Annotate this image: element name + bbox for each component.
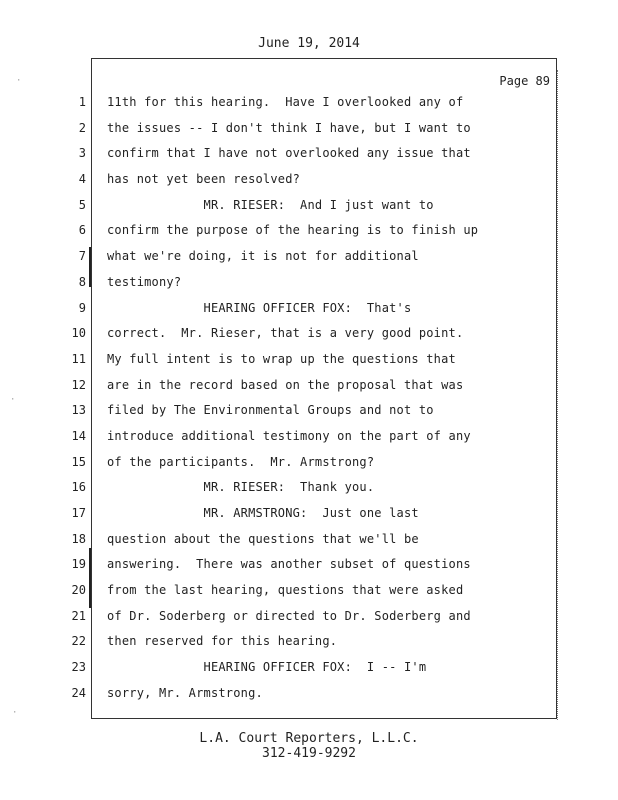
transcript-line: HEARING OFFICER FOX: That's xyxy=(107,300,412,315)
line-number: 9 xyxy=(78,300,86,315)
line-number: 24 xyxy=(71,685,86,700)
transcript-line: has not yet been resolved? xyxy=(107,172,301,187)
line-number: 1 xyxy=(78,95,86,109)
transcript-line: question about the questions that we'll be xyxy=(107,531,419,546)
transcript-line: filed by The Environmental Groups and not to xyxy=(107,403,434,418)
line-number: 6 xyxy=(78,223,86,238)
transcript-line: My full intent is to wrap up the questions that xyxy=(107,351,456,366)
line-number: 18 xyxy=(71,531,86,546)
transcript-line: what we're doing, it is not for additional xyxy=(107,249,419,264)
page-footer xyxy=(0,731,618,761)
transcript-line: the issues -- I don't think I have, but I want to xyxy=(107,120,471,135)
line-number: 4 xyxy=(78,172,86,187)
line-number: 3 xyxy=(78,146,86,161)
transcript-line: then reserved for this hearing. xyxy=(107,634,338,649)
court-reporter-name: L.A. Court Reporters, L.L.C. xyxy=(199,731,419,746)
line-number: 15 xyxy=(71,454,86,469)
transcript-body xyxy=(107,94,547,711)
transcript-line: answering. There was another subset of questions xyxy=(107,557,471,572)
transcript-line: are in the record based on the proposal that was xyxy=(107,377,464,392)
transcript-line: introduce additional testimony on the part of any xyxy=(107,428,471,443)
transcript-line: HEARING OFFICER FOX: I -- I'm xyxy=(107,660,427,675)
scan-speck: · xyxy=(16,76,22,86)
line-number: 19 xyxy=(71,557,86,572)
page-number: Page 89 xyxy=(499,74,550,88)
margin-change-bar xyxy=(89,548,91,608)
line-number: 2 xyxy=(78,120,86,135)
line-number: 14 xyxy=(71,428,86,443)
transcript-line: of the participants. Mr. Armstrong? xyxy=(107,454,375,469)
line-number: 10 xyxy=(71,326,86,341)
line-number: 20 xyxy=(71,583,86,598)
transcript-line: 11th for this hearing. Have I overlooked any of xyxy=(107,95,464,109)
transcript-line: confirm the purpose of the hearing is to finish up xyxy=(107,223,479,238)
margin-change-bar xyxy=(89,247,91,287)
line-number: 17 xyxy=(71,506,86,520)
line-number: 5 xyxy=(78,197,86,212)
transcript-line: MR. ARMSTRONG: Just one last xyxy=(107,506,419,520)
transcript-line: correct. Mr. Rieser, that is a very good point. xyxy=(107,326,464,341)
line-number: 12 xyxy=(71,377,86,392)
scan-speck: · xyxy=(12,708,18,718)
line-number: 23 xyxy=(71,660,86,675)
line-number: 11 xyxy=(71,351,86,366)
line-number: 13 xyxy=(71,403,86,418)
line-number: 8 xyxy=(78,274,86,289)
line-number: 16 xyxy=(71,480,86,495)
page-edge-shadow xyxy=(557,70,560,720)
scan-speck: · xyxy=(10,395,16,405)
transcript-line: MR. RIESER: Thank you. xyxy=(107,480,375,495)
transcript-line: from the last hearing, questions that were asked xyxy=(107,583,464,598)
line-number: 22 xyxy=(71,634,86,649)
court-reporter-phone: 312-419-9292 xyxy=(262,746,356,761)
transcript-line: confirm that I have not overlooked any issue that xyxy=(107,146,471,161)
line-number: 7 xyxy=(78,249,86,264)
transcript-line: sorry, Mr. Armstrong. xyxy=(107,685,263,700)
transcript-line: testimony? xyxy=(107,274,182,289)
transcript-date: June 19, 2014 xyxy=(258,36,360,51)
transcript-line: MR. RIESER: And I just want to xyxy=(107,197,434,212)
line-number: 21 xyxy=(71,608,86,623)
transcript-line: of Dr. Soderberg or directed to Dr. Soderberg and xyxy=(107,608,471,623)
line-number-column xyxy=(52,94,86,711)
